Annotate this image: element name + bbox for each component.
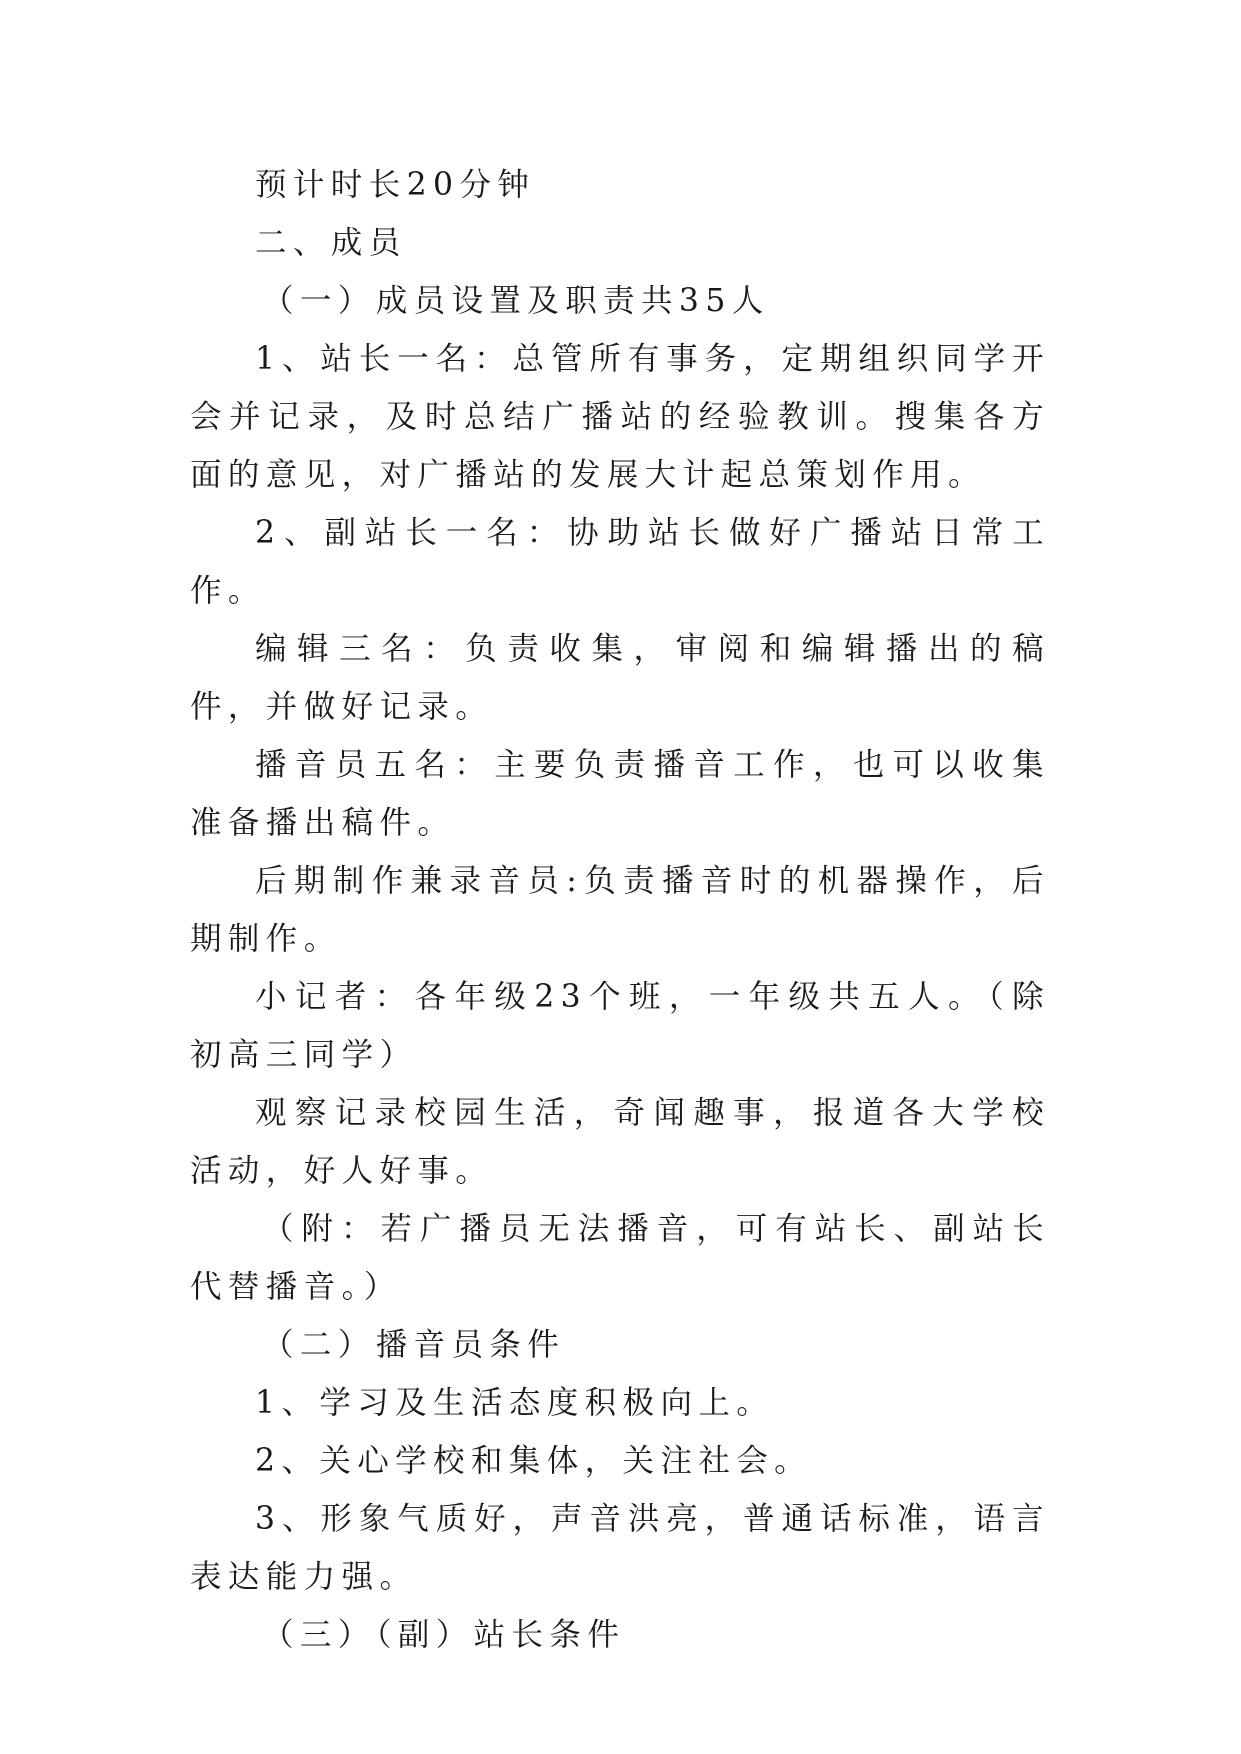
- subsection-heading-setup: （一）成员设置及职责共35人: [262, 283, 770, 319]
- paragraph-note: （附：若广播员无法播音，可有站长、副站长代替播音。）: [190, 1211, 1050, 1305]
- paragraph-condition-1: 1、学习及生活态度积极向上。: [255, 1385, 775, 1421]
- section-heading-members: 二、成员: [255, 225, 407, 261]
- paragraph-announcers: 播音员五名：主要负责播音工作，也可以收集准备播出稿件。: [190, 747, 1050, 841]
- document-body: [190, 156, 1050, 1664]
- paragraph-condition-3: 3、形象气质好，声音洪亮，普通话标准，语言表达能力强。: [190, 1501, 1050, 1595]
- paragraph-deputy-head: 2、副站长一名：协助站长做好广播站日常工作。: [190, 515, 1050, 609]
- paragraph-station-head: 1、站长一名：总管所有事务，定期组织同学开会并记录，及时总结广播站的经验教训。搜集各方面的意见，对广播站的发展大计起总策划作用。: [190, 341, 1050, 493]
- subsection-heading-announcer-conditions: （二）播音员条件: [262, 1327, 566, 1363]
- paragraph-duration: 预计时长20分钟: [255, 167, 536, 203]
- paragraph-reporter-duties: 观察记录校园生活，奇闻趣事，报道各大学校活动，好人好事。: [190, 1095, 1050, 1189]
- paragraph-condition-2: 2、关心学校和集体，关注社会。: [255, 1443, 813, 1479]
- subsection-heading-head-conditions: （三）（副）站长条件: [262, 1617, 626, 1653]
- paragraph-post-production: 后期制作兼录音员:负责播音时的机器操作，后期制作。: [190, 863, 1050, 957]
- paragraph-reporters: 小记者：各年级23个班，一年级共五人。（除初高三同学）: [190, 979, 1050, 1073]
- paragraph-editors: 编辑三名：负责收集，审阅和编辑播出的稿件，并做好记录。: [190, 631, 1050, 725]
